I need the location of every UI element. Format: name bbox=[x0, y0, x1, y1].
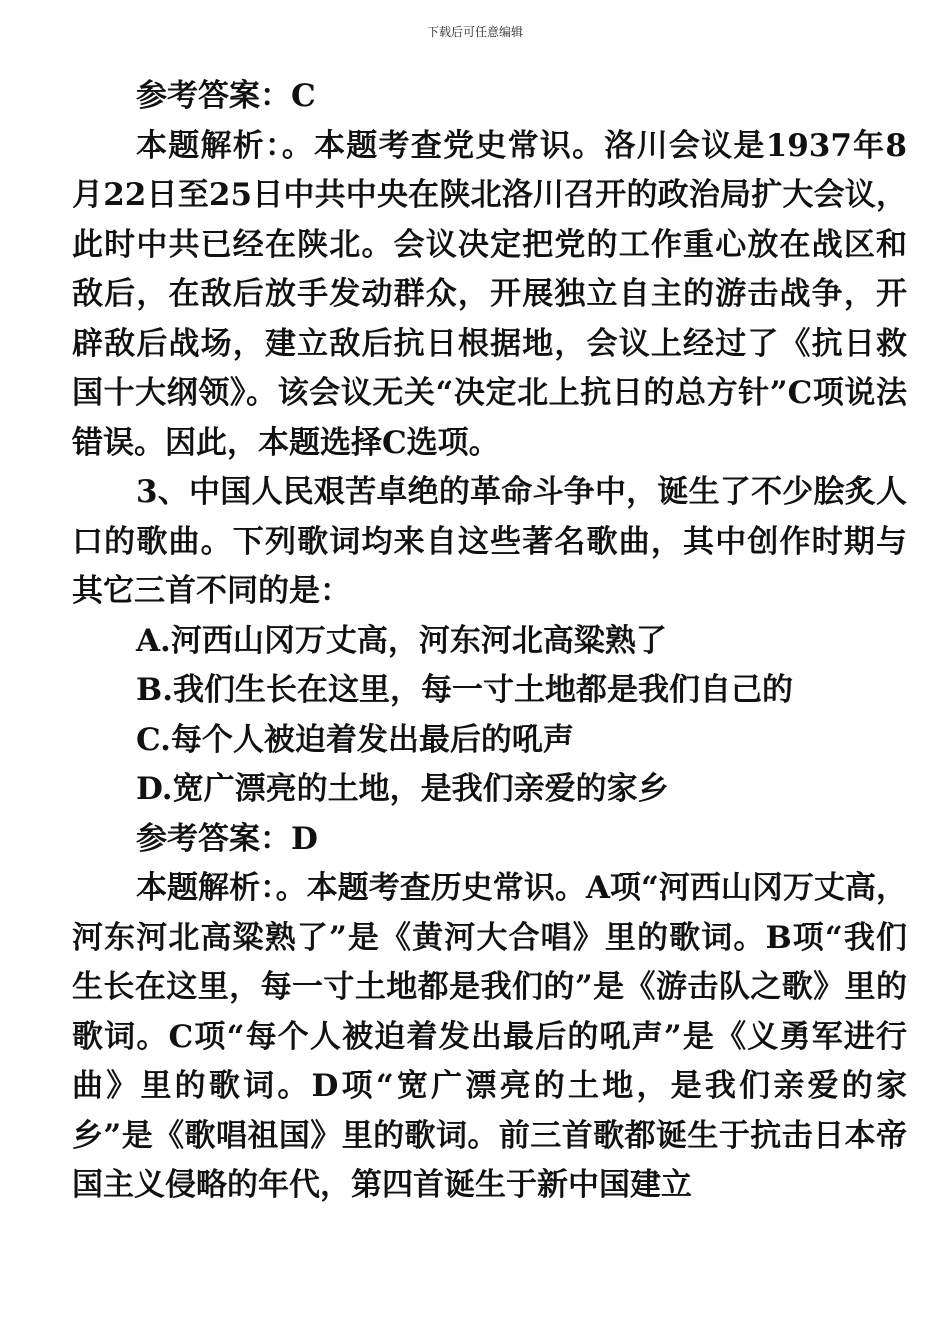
analysis-paragraph: 本题解析：。本题考查党史常识。洛川会议是1937年8月22日至25日中共中央在陕北洛川召开的政治局扩大会议，此时中共已经在陕北。会议决定把党的工作重心放在战区和敌后，在敌后放手发动群众，开展独立自主的游击战争，开辟敌后战场，建立敌后抗日根据地，会议上经过了《抗日救国十大纲领》。该会议无关“决定北上抗日的总方针”C项说法错误。因此，本题选择C选项。 bbox=[72, 127, 907, 461]
question-paragraph: 3、中国人民艰苦卓绝的革命斗争中，诞生了不少脍炙人口的歌曲。下列歌词均来自这些著名歌曲，其中创作时期与其它三首不同的是： bbox=[72, 474, 907, 609]
option-c: C.每个人被迫着发出最后的吼声 bbox=[136, 721, 574, 758]
analysis-paragraph: 本题解析：。本题考查历史常识。A项“河西山冈万丈高，河东河北高粱熟了”是《黄河大合唱》里的歌词。B项“我们生长在这里，每一寸土地都是我们的”是《游击队之歌》里的歌词。C项“每个人被迫着发出最后的吼声”是《义勇军进行曲》里的歌词。D项“宽广漂亮的土地，是我们亲爱的家乡”是《歌唱祖国》里的歌词。前三首歌都诞生于抗击日本帝国主义侵略的年代，第四首诞生于新中国建立 bbox=[72, 870, 907, 1203]
document-body bbox=[72, 72, 907, 1211]
option-b: B.我们生长在这里，每一寸土地都是我们自己的 bbox=[136, 672, 793, 708]
answer-paragraph: 参考答案：C bbox=[136, 78, 316, 114]
option-a: A.河西山冈万丈高，河东河北高粱熟了 bbox=[136, 622, 667, 659]
option-d: D.宽广漂亮的土地，是我们亲爱的家乡 bbox=[136, 771, 669, 807]
page-header: 下载后可任意编辑 bbox=[426, 25, 523, 39]
answer-paragraph: 参考答案：D bbox=[136, 820, 318, 857]
